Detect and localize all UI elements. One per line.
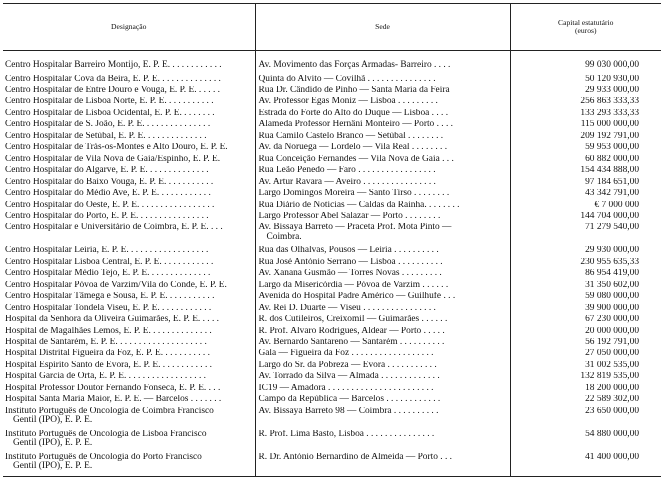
- cell-sede: [255, 212, 510, 223]
- cell-sede: [255, 281, 510, 292]
- cell-capital: [510, 349, 661, 360]
- table-row: [3, 327, 661, 338]
- table-row: [3, 246, 661, 257]
- table-row: [3, 315, 661, 326]
- cell-sede: [255, 120, 510, 131]
- cell-capital: [510, 120, 661, 131]
- cell-capital: [510, 361, 661, 372]
- cell-designacao: [3, 281, 255, 292]
- table-body: [3, 51, 661, 477]
- designacao-text: Centro Hospitalar Leiria, E. P. E. . . . . . . . . . . . . . . . . .: [5, 246, 209, 256]
- designacao-text: Centro Hospitalar de Trás-os-Montes e Alto Douro, E. P. E.: [5, 143, 228, 153]
- cell-sede: [255, 453, 510, 477]
- cell-capital: [510, 155, 661, 166]
- sede-text-continued: Coimbra.: [266, 232, 302, 242]
- cell-designacao: [3, 258, 255, 269]
- cell-sede: [255, 51, 510, 75]
- sede-text: R. Dr. António Bernardino de Almeida — Porto . . .: [258, 452, 452, 462]
- sede-text: Avenida do Hospital Padre Américo — Guilhufe . . .: [258, 292, 456, 302]
- capital-value: 132 819 535,00: [580, 372, 639, 382]
- designacao-text: Centro Hospitalar Médio Tejo, E. P. E. . . . . . . . . . . . . .: [5, 269, 211, 279]
- cell-capital: [510, 384, 661, 395]
- sede-text: Quinta do Alvito — Covilhã . . . . . . . . . . . . . . .: [258, 74, 436, 84]
- capital-value: 20 000 000,00: [585, 326, 639, 336]
- capital-value: 60 882 000,00: [585, 154, 639, 164]
- cell-designacao: [3, 51, 255, 75]
- cell-sede: [255, 384, 510, 395]
- cell-capital: [510, 212, 661, 223]
- table-row: [3, 166, 661, 177]
- table-row: [3, 86, 661, 97]
- capital-value: 97 184 651,00: [585, 177, 639, 187]
- cell-capital: [510, 269, 661, 280]
- sede-text: IC19 — Amadora . . . . . . . . . . . . . . . . . . . . . . .: [258, 383, 434, 393]
- designacao-text: Instituto Português de Oncologia do Porto Francisco: [5, 452, 202, 462]
- sede-text: Av. da Noruega — Lordelo — Vila Real . . . . . . . .: [258, 143, 448, 153]
- cell-sede: [255, 189, 510, 200]
- sede-text: R. Prof. Lima Basto, Lisboa . . . . . . . . . . . . . . .: [258, 429, 435, 439]
- capital-value: 256 863 333,33: [580, 97, 639, 107]
- cell-designacao: [3, 178, 255, 189]
- cell-sede: [255, 407, 510, 430]
- cell-designacao: [3, 338, 255, 349]
- cell-capital: [510, 178, 661, 189]
- capital-value: 29 933 000,00: [585, 85, 639, 95]
- sede-text: Rua Conceição Fernandes — Vila Nova de Gaia . . .: [258, 154, 454, 164]
- table-row: [3, 155, 661, 166]
- cell-capital: [510, 201, 661, 212]
- table-row: [3, 407, 661, 430]
- cell-sede: [255, 258, 510, 269]
- cell-sede: [255, 372, 510, 383]
- cell-sede: [255, 223, 510, 246]
- cell-sede: [255, 201, 510, 212]
- table-row: [3, 281, 661, 292]
- cell-designacao: [3, 304, 255, 315]
- designacao-text: Centro Hospitalar de Entre Douro e Vouga, E. P. E. . . . . .: [5, 85, 220, 95]
- sede-text: Av. Rei D. Duarte — Viseu . . . . . . . . . . . . . . . .: [258, 303, 436, 313]
- cell-designacao: [3, 143, 255, 154]
- table-row: [3, 143, 661, 154]
- designacao-text: Hospital da Senhora da Oliveira Guimarães, E. P. E. . . . .: [5, 315, 220, 325]
- cell-capital: [510, 430, 661, 453]
- cell-capital: [510, 51, 661, 75]
- cell-sede: [255, 349, 510, 360]
- sede-text: Gala — Figueira da Foz . . . . . . . . . . . . . . . . . .: [258, 349, 434, 359]
- cell-capital: [510, 97, 661, 108]
- table-row: [3, 75, 661, 86]
- capital-value: 86 954 419,00: [585, 269, 639, 279]
- capital-value: € 7 000 000: [594, 200, 639, 210]
- cell-capital: [510, 315, 661, 326]
- cell-designacao: [3, 361, 255, 372]
- sede-text: Av. Professor Egas Moniz — Lisboa . . . . . . . . .: [258, 97, 438, 107]
- cell-designacao: [3, 120, 255, 131]
- designacao-text: Centro Hospitalar do Algarve, E. P. E. . . . . . . . . . . . . .: [5, 166, 209, 176]
- cell-sede: [255, 178, 510, 189]
- capital-value: 22 589 302,00: [585, 395, 639, 405]
- table-row: [3, 292, 661, 303]
- sede-text: Av. Artur Ravara — Aveiro . . . . . . . . . . . . . . . .: [258, 177, 436, 187]
- sede-text: Av. Torrado da Silva — Almada . . . . . . . . . . . . .: [258, 372, 440, 382]
- table-header-row: [3, 4, 661, 51]
- capital-value: 59 953 000,00: [585, 143, 639, 153]
- capital-value: 133 293 333,33: [580, 108, 639, 118]
- cell-sede: [255, 132, 510, 143]
- table-row: [3, 201, 661, 212]
- designacao-text: Hospital de Magalhães Lemos, E. P. E. . . . . . . . . . . . . .: [5, 326, 212, 336]
- cell-capital: [510, 338, 661, 349]
- designacao-text: Centro Hospitalar do Porto, E. P. E. . . . . . . . . . . . . . . .: [5, 211, 209, 221]
- cell-capital: [510, 132, 661, 143]
- cell-designacao: [3, 189, 255, 200]
- designacao-text: Centro Hospitalar de Setúbal, E. P. E. . . . . . . . . . . . . .: [5, 131, 207, 141]
- sede-text: Largo da Misericórdia — Póvoa de Varzim . . . . . .: [258, 280, 449, 290]
- cell-sede: [255, 155, 510, 166]
- designacao-text: Instituto Português de Oncologia de Lisboa Francisco: [5, 429, 207, 439]
- sede-text: Rua Leão Penedo — Faro . . . . . . . . . . . . . . . . .: [258, 166, 436, 176]
- table-row: [3, 372, 661, 383]
- capital-value: 154 434 888,00: [580, 166, 639, 176]
- capital-value: 67 230 000,00: [585, 315, 639, 325]
- capital-value: 31 002 535,00: [585, 360, 639, 370]
- header-sede: Sede: [255, 4, 510, 51]
- cell-capital: [510, 304, 661, 315]
- cell-sede: [255, 361, 510, 372]
- sede-text: Rua das Olhalvas, Pousos — Leiria . . . . . . . . . .: [258, 246, 439, 256]
- designacao-text: Centro Hospitalar Barreiro Montijo, E. P. E. . . . . . . . . . . .: [5, 60, 222, 70]
- cell-capital: [510, 372, 661, 383]
- sede-text: Av. Bernardo Santareno — Santarém . . . . . . . . . .: [258, 337, 445, 347]
- sede-text: Estrada do Forte do Alto do Duque — Lisboa . . . .: [258, 108, 449, 118]
- table-row: [3, 97, 661, 108]
- table-row: [3, 258, 661, 269]
- table-row: [3, 223, 661, 246]
- sede-text: Rua José António Serrano — Lisboa . . . . . . . . . .: [258, 257, 443, 267]
- cell-designacao: [3, 166, 255, 177]
- cell-sede: [255, 86, 510, 97]
- cell-sede: [255, 395, 510, 406]
- capital-value: 56 192 791,00: [585, 337, 639, 347]
- capital-value: 54 880 000,00: [585, 429, 639, 439]
- designacao-text: Centro Hospitalar Tondela Viseu, E. P. E. . . . . . . . . . . .: [5, 303, 212, 313]
- cell-designacao: [3, 315, 255, 326]
- cell-designacao: [3, 75, 255, 86]
- designacao-text: Centro Hospitalar do Oeste, E. P. E. . . . . . . . . . . . . . . . .: [5, 200, 215, 210]
- capital-value: 71 279 540,00: [585, 223, 639, 233]
- cell-capital: [510, 246, 661, 257]
- cell-capital: [510, 189, 661, 200]
- cell-designacao: [3, 201, 255, 212]
- capital-value: 31 350 602,00: [585, 280, 639, 290]
- sede-text: R. dos Cutileiros, Creixomil — Guimarães . . . . . .: [258, 315, 448, 325]
- designacao-text: Centro Hospitalar Tâmega e Sousa, E. P. E. . . . . . . . . . .: [5, 292, 215, 302]
- cell-sede: [255, 269, 510, 280]
- sede-text: Rua Diário de Notícias — Caldas da Rainha. . . . . . . .: [258, 200, 460, 210]
- cell-designacao: [3, 384, 255, 395]
- cell-sede: [255, 304, 510, 315]
- sede-text: Campo da República — Barcelos . . . . . . . . . . . .: [258, 395, 441, 405]
- designacao-text: Centro Hospitalar Cova da Beira, E. P. E. . . . . . . . . . . . . .: [5, 74, 221, 84]
- sede-text: Av. Bissaya Barreto 98 — Coimbra . . . . . . . . . .: [258, 406, 439, 416]
- designacao-text: Centro Hospitalar do Médio Ave, E. P. E. . . . . . . . . . . .: [5, 189, 211, 199]
- sede-text: Av. Bissaya Barreto — Praceta Prof. Mota Pinto —: [258, 223, 452, 233]
- cell-capital: [510, 223, 661, 246]
- cell-sede: [255, 143, 510, 154]
- designacao-text: Centro Hospitalar de S. João, E. P. E. . . . . . . . . . . . . . .: [5, 120, 211, 130]
- cell-capital: [510, 258, 661, 269]
- capital-value: 50 120 930,00: [585, 74, 639, 84]
- cell-sede: [255, 97, 510, 108]
- cell-capital: [510, 86, 661, 97]
- designacao-text: Hospital Professor Doutor Fernando Fonseca, E. P. E. . . .: [5, 383, 221, 393]
- cell-capital: [510, 292, 661, 303]
- cell-sede: [255, 109, 510, 120]
- table-row: [3, 189, 661, 200]
- table-row: [3, 51, 661, 75]
- designacao-text: Hospital Garcia de Orta, E. P. E. . . . . . . . . . . . . . . . . .: [5, 372, 207, 382]
- table-row: [3, 361, 661, 372]
- designacao-text: Hospital Espírito Santo de Évora, E. P. E. . . . . . . . . . . .: [5, 360, 213, 370]
- table-row: [3, 132, 661, 143]
- cell-designacao: [3, 246, 255, 257]
- cell-capital: [510, 453, 661, 477]
- designacao-text: Instituto Português de Oncologia de Coimbra Francisco: [5, 406, 214, 416]
- table-row: [3, 120, 661, 131]
- cell-capital: [510, 109, 661, 120]
- cell-capital: [510, 143, 661, 154]
- designacao-text: Hospital Santa Maria Maior, E. P. E. — Barcelos . . . . . . .: [5, 395, 222, 405]
- designacao-text: Centro Hospitalar do Baixo Vouga, E. P. E. . . . . . . . . . .: [5, 177, 214, 187]
- designacao-text: Centro Hospitalar Lisboa Central, E. P. E. . . . . . . . . . . .: [5, 257, 214, 267]
- cell-designacao: [3, 453, 255, 477]
- sede-text: Largo do Sr. da Pobreza — Évora . . . . . . . . . . .: [258, 360, 437, 370]
- header-capital: [510, 4, 661, 51]
- capital-value: 27 050 000,00: [585, 349, 639, 359]
- capital-value: 29 930 000,00: [585, 246, 639, 256]
- designacao-text: Centro Hospitalar e Universitário de Coimbra, E. P. E. . . .: [5, 223, 223, 233]
- designacao-text-continued: Gentil (IPO), E. P. E.: [13, 461, 93, 472]
- header-capital-line2: (euros): [574, 26, 597, 35]
- table-row: [3, 453, 661, 477]
- cell-capital: [510, 75, 661, 86]
- sede-text: Alameda Professor Hernâni Monteiro — Porto . . . .: [258, 120, 453, 130]
- designacao-text: Centro Hospitalar Póvoa de Varzim/Vila do Conde, E. P. E.: [5, 280, 227, 290]
- designacao-text: Centro Hospitalar de Vila Nova de Gaia/Espinho, E. P. E.: [5, 154, 221, 164]
- cell-designacao: [3, 292, 255, 303]
- cell-designacao: [3, 349, 255, 360]
- cell-designacao: [3, 327, 255, 338]
- cell-capital: [510, 166, 661, 177]
- table-row: [3, 212, 661, 223]
- capital-value: 41 400 000,00: [585, 452, 639, 462]
- sede-text: Av. Xanana Gusmão — Torres Novas . . . . . . . . .: [258, 269, 442, 279]
- capital-value: 39 900 000,00: [585, 303, 639, 313]
- capital-value: 59 080 000,00: [585, 292, 639, 302]
- cell-sede: [255, 292, 510, 303]
- header-designacao: Designação: [3, 4, 255, 51]
- cell-designacao: [3, 86, 255, 97]
- capital-value: 18 200 000,00: [585, 383, 639, 393]
- table-row: [3, 395, 661, 406]
- table-row: [3, 269, 661, 280]
- table-row: [3, 304, 661, 315]
- cell-designacao: [3, 212, 255, 223]
- cell-designacao: [3, 109, 255, 120]
- cell-sede: [255, 75, 510, 86]
- cell-designacao: [3, 155, 255, 166]
- capital-table: [3, 3, 661, 477]
- sede-text: Rua Dr. Cândido de Pinho — Santa Maria da Feira: [258, 85, 450, 95]
- sede-text: Largo Professor Abel Salazar — Porto . . . . . . . .: [258, 211, 441, 221]
- capital-value: 209 192 791,00: [580, 131, 639, 141]
- table-row: [3, 430, 661, 453]
- cell-designacao: [3, 407, 255, 430]
- designacao-text: Hospital Distrital Figueira da Foz, E. P. E. . . . . . . . . . .: [5, 349, 210, 359]
- cell-capital: [510, 407, 661, 430]
- cell-designacao: [3, 269, 255, 280]
- capital-value: 99 030 000,00: [585, 60, 639, 70]
- cell-capital: [510, 395, 661, 406]
- designacao-text-continued: Gentil (IPO), E. P. E.: [13, 415, 93, 426]
- table-row: [3, 349, 661, 360]
- capital-value: 230 955 635,33: [580, 257, 639, 267]
- cell-designacao: [3, 430, 255, 453]
- table-row: [3, 178, 661, 189]
- cell-capital: [510, 281, 661, 292]
- cell-capital: [510, 327, 661, 338]
- cell-sede: [255, 430, 510, 453]
- table-row: [3, 384, 661, 395]
- sede-text: Largo Domingos Moreira — Santo Tirso . . . . . . . .: [258, 189, 450, 199]
- designacao-text-continued: Gentil (IPO), E. P. E.: [13, 438, 93, 449]
- table-row: [3, 109, 661, 120]
- capital-value: 115 000 000,00: [580, 120, 639, 130]
- designacao-text: Hospital de Santarém, E. P. E. . . . . . . . . . . . . . . . . . . .: [5, 337, 207, 347]
- cell-sede: [255, 327, 510, 338]
- cell-sede: [255, 338, 510, 349]
- cell-designacao: [3, 395, 255, 406]
- capital-value: 23 650 000,00: [585, 406, 639, 416]
- designacao-text: Centro Hospitalar de Lisboa Ocidental, E. P. E. . . . . . . .: [5, 108, 215, 118]
- cell-designacao: [3, 132, 255, 143]
- cell-designacao: [3, 372, 255, 383]
- table-row: [3, 338, 661, 349]
- capital-value: 144 704 000,00: [580, 211, 639, 221]
- header-capital-line1: Capital estatutário: [558, 17, 614, 27]
- cell-sede: [255, 166, 510, 177]
- designacao-text: Centro Hospitalar de Lisboa Norte, E. P. E. . . . . . . . . . .: [5, 97, 214, 107]
- sede-text: Rua Camilo Castelo Branco — Setúbal . . . . . . . .: [258, 131, 444, 141]
- cell-sede: [255, 246, 510, 257]
- cell-sede: [255, 315, 510, 326]
- cell-designacao: [3, 223, 255, 246]
- sede-text: Av. Movimento das Forças Armadas- Barreiro . . . .: [258, 60, 451, 70]
- sede-text: R. Prof. Álvaro Rodrigues, Aldear — Porto . . . . .: [258, 326, 445, 336]
- capital-value: 43 342 791,00: [585, 189, 639, 199]
- cell-designacao: [3, 97, 255, 108]
